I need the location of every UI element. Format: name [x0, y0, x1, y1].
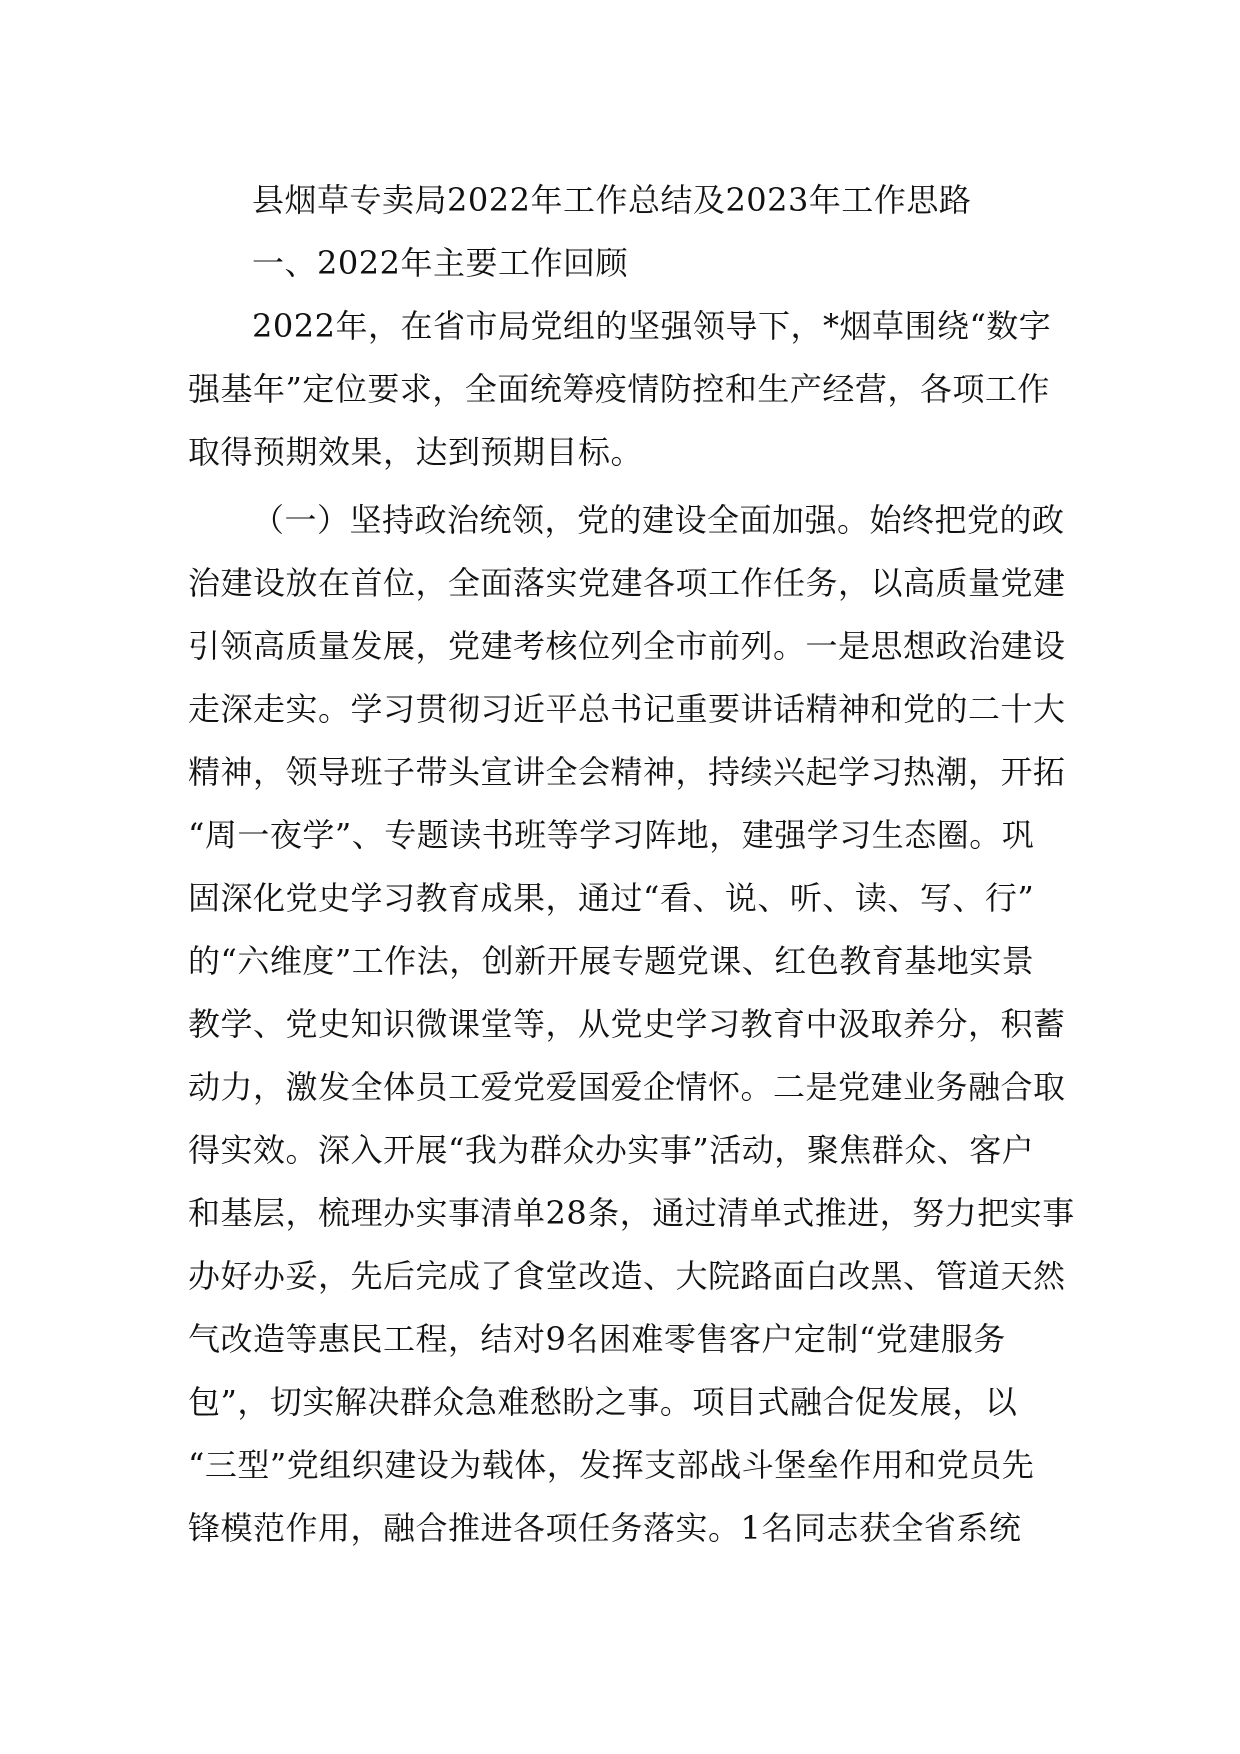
paragraph-line: 2022年，在省市局党组的坚强领导下，*烟草围绕“数字 [252, 307, 1052, 345]
paragraph-line: 得实效。深入开展“我为群众办实事”活动，聚焦群众、客户 [188, 1131, 1035, 1169]
paragraph-line: 引领高质量发展，党建考核位列全市前列。一是思想政治建设 [188, 627, 1066, 665]
paragraph-line: 强基年”定位要求，全面统筹疫情防控和生产经营，各项工作 [188, 370, 1050, 408]
paragraph-line: 办好办妥，先后完成了食堂改造、大院路面白改黑、管道天然 [188, 1257, 1066, 1295]
paragraph-line: “周一夜学”、专题读书班等学习阵地，建强学习生态圈。巩 [188, 816, 1035, 854]
paragraph-line: “三型”党组织建设为载体，发挥支部战斗堡垒作用和党员先 [188, 1446, 1035, 1484]
paragraph-line: 走深走实。学习贯彻习近平总书记重要讲话精神和党的二十大 [188, 690, 1066, 728]
paragraph-line: 治建设放在首位，全面落实党建各项工作任务，以高质量党建 [188, 564, 1066, 602]
paragraph-line: 气改造等惠民工程，结对9名困难零售客户定制“党建服务 [188, 1320, 1006, 1358]
paragraph-line: 教学、党史知识微课堂等，从党史学习教育中汲取养分，积蓄 [188, 1005, 1066, 1043]
paragraph-line: 固深化党史学习教育成果，通过“看、说、听、读、写、行” [188, 879, 1035, 917]
paragraph-line: 的“六维度”工作法，创新开展专题党课、红色教育基地实景 [188, 942, 1035, 980]
paragraph-line: 精神，领导班子带头宣讲全会精神，持续兴起学习热潮，开拓 [188, 753, 1066, 791]
paragraph-line: （一）坚持政治统领，党的建设全面加强。始终把党的政 [252, 501, 1065, 539]
paragraph-line: 动力，激发全体员工爱党爱国爱企情怀。二是党建业务融合取 [188, 1068, 1066, 1106]
section-heading: 一、2022年主要工作回顾 [252, 244, 628, 282]
document-title: 县烟草专卖局2022年工作总结及2023年工作思路 [252, 181, 972, 219]
paragraph-line: 锋模范作用，融合推进各项任务落实。1名同志获全省系统 [188, 1509, 1022, 1547]
paragraph-line: 包”，切实解决群众急难愁盼之事。项目式融合促发展，以 [188, 1383, 1018, 1421]
paragraph-line: 取得预期效果，达到预期目标。 [188, 433, 644, 471]
paragraph-line: 和基层，梳理办实事清单28条，通过清单式推进，努力把实事 [188, 1194, 1075, 1232]
